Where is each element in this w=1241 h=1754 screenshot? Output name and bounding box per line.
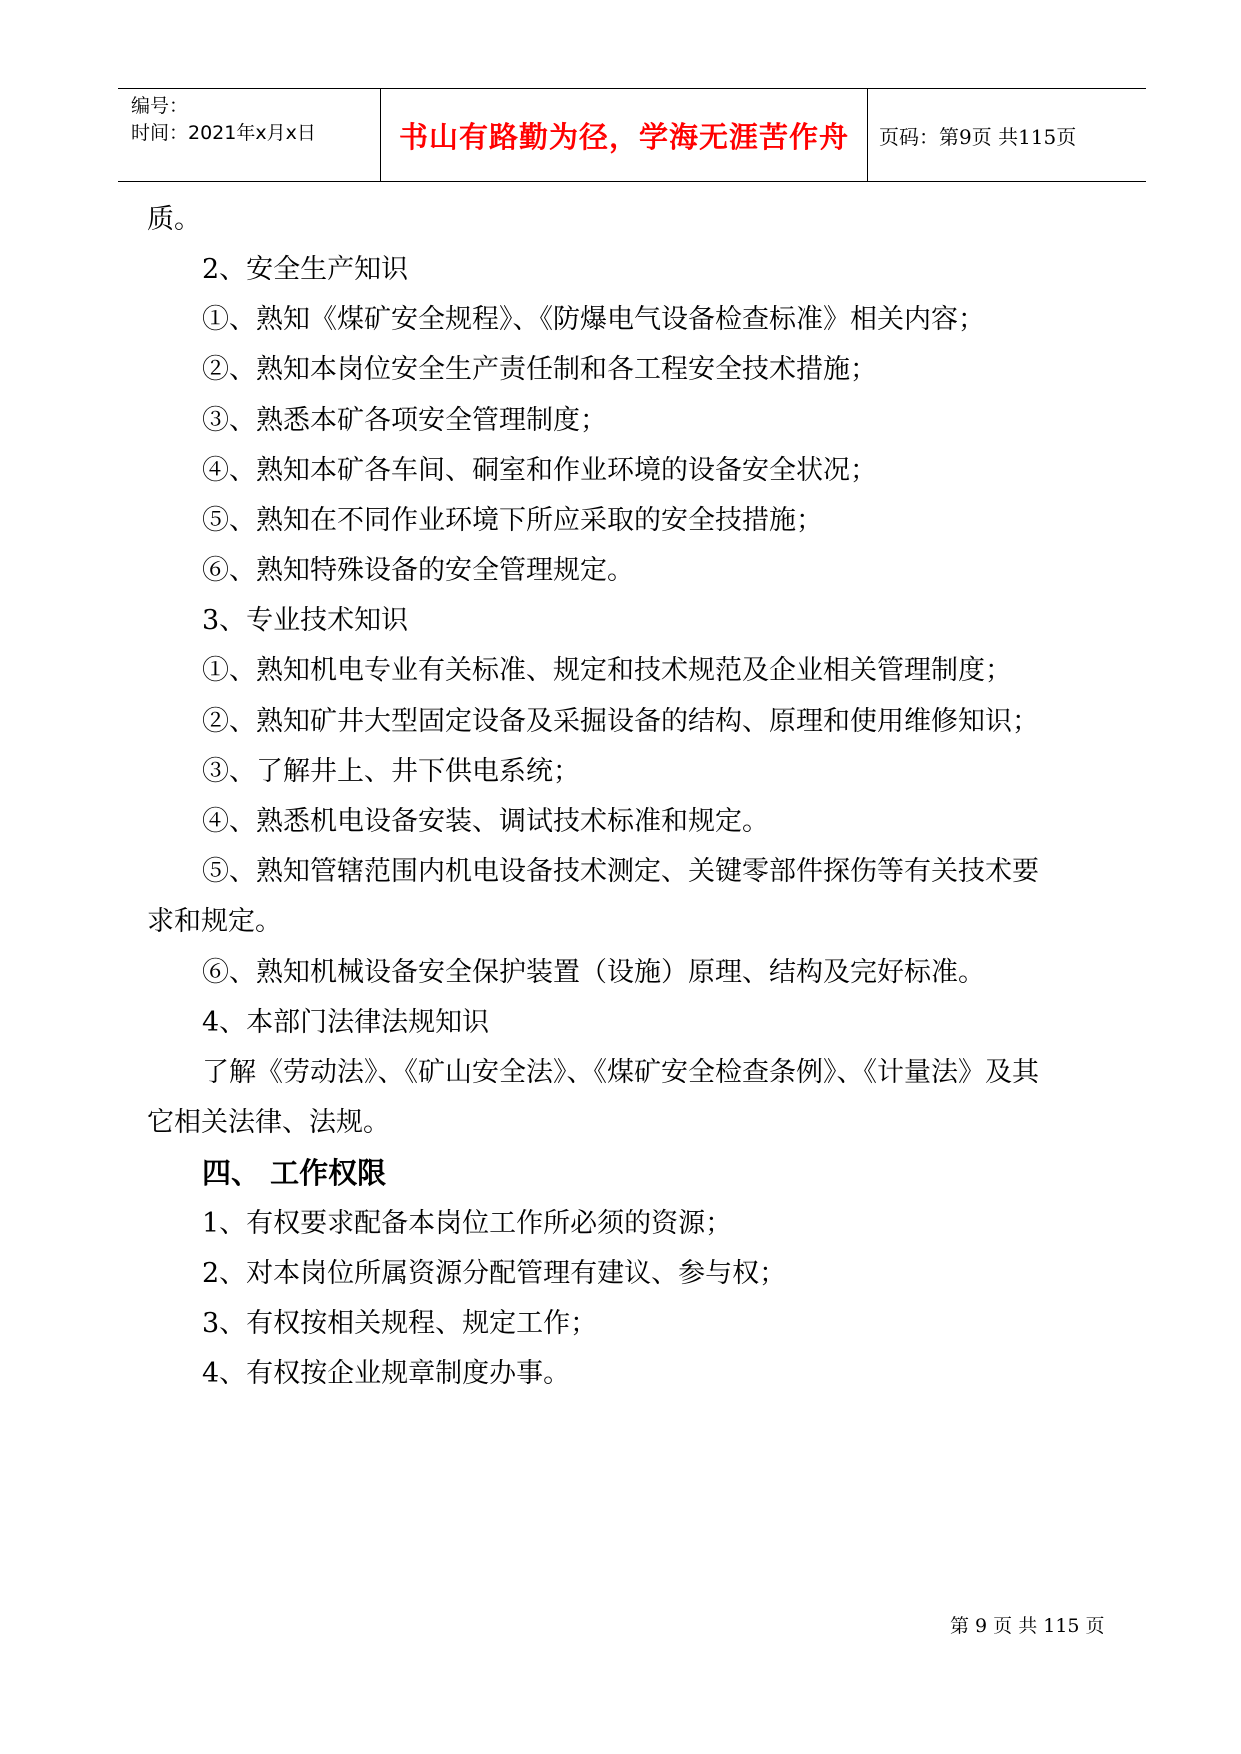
list-item: ④、熟知本矿各车间、硐室和作业环境的设备安全状况； — [202, 455, 877, 486]
list-item-continuation: 求和规定。 — [147, 906, 282, 937]
document-number: 编号： — [131, 95, 189, 117]
list-item: 3、有权按相关规程、规定工作； — [202, 1308, 598, 1339]
section-subheading: 4、本部门法律法规知识 — [202, 1007, 490, 1038]
header-motto: 书山有路勤为径，学海无涯苦作舟 — [380, 89, 868, 181]
paragraph-line: 质。 — [147, 204, 201, 235]
list-item: ②、熟知矿井大型固定设备及采掘设备的结构、原理和使用维修知识； — [202, 706, 1039, 737]
page-header — [118, 88, 1146, 182]
list-item: ③、了解井上、井下供电系统； — [202, 756, 580, 787]
section-heading: 四、 工作权限 — [202, 1156, 387, 1190]
list-item: ③、熟悉本矿各项安全管理制度； — [202, 405, 607, 436]
list-item: ①、熟知《煤矿安全规程》、《防爆电气设备检查标准》相关内容； — [202, 304, 985, 335]
list-item: ④、熟悉机电设备安装、调试技术标准和规定。 — [202, 806, 769, 837]
list-item: 4、有权按企业规章制度办事。 — [202, 1358, 571, 1389]
list-item: ⑥、熟知特殊设备的安全管理规定。 — [202, 555, 634, 586]
document-time: 时间：2021年x月x日 — [131, 122, 316, 144]
header-meta — [131, 89, 376, 185]
header-page-info: 页码：第9页 共115页 — [879, 124, 1077, 149]
list-item: ⑤、熟知在不同作业环境下所应采取的安全技措施； — [202, 505, 823, 536]
list-item: ⑤、熟知管辖范围内机电设备技术测定、关键零部件探伤等有关技术要 — [202, 856, 1039, 887]
page-footer: 第 9 页 共 115 页 — [950, 1615, 1105, 1637]
list-item: ⑥、熟知机械设备安全保护装置（设施）原理、结构及完好标准。 — [202, 957, 985, 988]
section-subheading: 3、专业技术知识 — [202, 605, 409, 636]
list-item: ①、熟知机电专业有关标准、规定和技术规范及企业相关管理制度； — [202, 655, 1012, 686]
paragraph-line: 它相关法律、法规。 — [147, 1107, 390, 1138]
list-item: ②、熟知本岗位安全生产责任制和各工程安全技术措施； — [202, 354, 877, 385]
list-item: 2、对本岗位所属资源分配管理有建议、参与权； — [202, 1258, 787, 1289]
list-item: 1、有权要求配备本岗位工作所必须的资源； — [202, 1208, 733, 1239]
section-subheading: 2、安全生产知识 — [202, 254, 409, 285]
paragraph-line: 了解《劳动法》、《矿山安全法》、《煤矿安全检查条例》、《计量法》及其 — [202, 1057, 1039, 1088]
